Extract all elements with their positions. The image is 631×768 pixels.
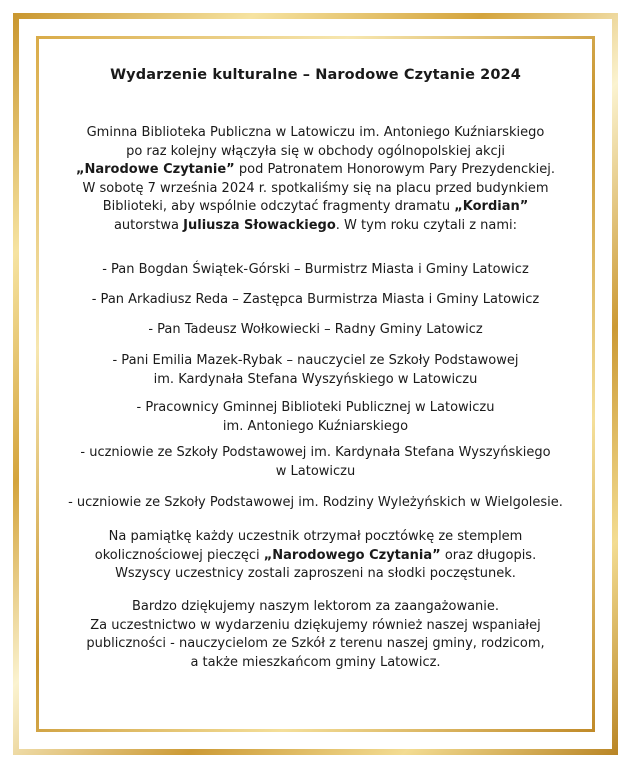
author-name: Juliusza Słowackiego <box>183 217 336 233</box>
reader-item: - uczniowie ze Szkoły Podstawowej im. Rodziny Wyleżyńskich w Wielgolesie. <box>68 495 563 510</box>
intro-line: po raz kolejny włączyła się w obchody ogólnopolskiej akcji <box>126 143 505 159</box>
reader-item: - Pani Emilia Mazek-Rybak – nauczyciel ze Szkoły Podstawowej im. Kardynała Stefana Wyszyńskiego w Latowiczu <box>112 353 519 387</box>
page-title: Wydarzenie kulturalne – Narodowe Czytanie 2024 <box>110 67 521 83</box>
reader-item: - uczniowie ze Szkoły Podstawowej im. Kardynała Stefana Wyszyńskiego w Latowiczu <box>80 445 551 479</box>
intro-line: autorstwa Juliusza Słowackiego. W tym roku czytali z nami: <box>113 217 518 233</box>
reader-item: - Pracownicy Gminnej Biblioteki Publicznej w Latowiczu im. Antoniego Kuźniarskiego <box>136 400 495 434</box>
action-name: „Narodowe Czytanie” <box>75 162 235 177</box>
drama-title: „Kordian” <box>454 199 529 214</box>
intro-line: Gminna Biblioteka Publiczna w Latowiczu im. Antoniego Kuźniarskiego <box>86 125 545 140</box>
thanks-paragraph: Bardzo dziękujemy naszym lektorom za zaangażowanie. Za uczestnictwo w wydarzeniu dziękujemy również naszej wspaniałej publiczności - nauczycielom ze Szkół z terenu naszej gminy, rodzicom, a także mieszkańcom gminy Latowicz. <box>86 599 545 670</box>
reader-item: - Pan Arkadiusz Reda – Zastępca Burmistrza Miasta i Gminy Latowicz <box>91 292 540 307</box>
reader-item: - Pan Bogdan Świątek-Górski – Burmistrz Miasta i Gminy Latowicz <box>102 262 529 277</box>
reader-item: - Pan Tadeusz Wołkowiecki – Radny Gminy Latowicz <box>148 322 483 337</box>
intro-line: Biblioteki, aby wspólnie odczytać fragmenty dramatu „Kordian” <box>102 199 529 214</box>
intro-paragraph <box>0 124 631 235</box>
intro-line: „Narodowe Czytanie” pod Patronatem Honorowym Pary Prezydenckiej. <box>75 162 556 177</box>
souvenir-paragraph: Na pamiątkę każdy uczestnik otrzymał pocztówkę ze stemplem okolicznościowej pieczęci „Narodowego Czytania” oraz długopis. Wszyscy uczestnicy zostali zaproszeni na słodki poczęstunek. <box>94 529 537 581</box>
intro-line: W sobotę 7 września 2024 r. spotkaliśmy się na placu przed budynkiem <box>82 180 549 196</box>
